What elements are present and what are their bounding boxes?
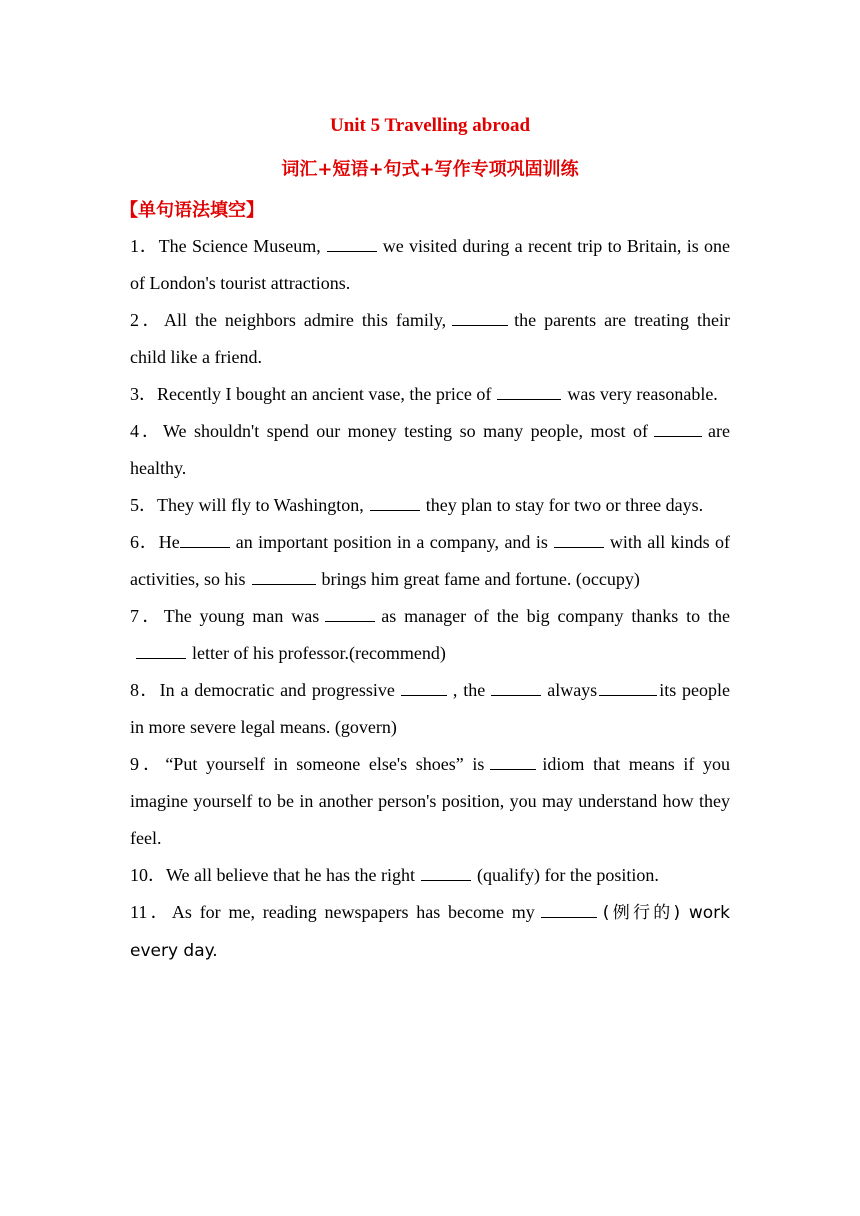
document-subtitle: 词汇+短语+句式+写作专项巩固训练: [281, 159, 579, 180]
question-8: 8．In a democratic and progressive , the always its people in more severe legal means. (govern): [130, 672, 730, 746]
document-title: Unit 5 Travelling abroad: [329, 115, 531, 136]
answer-blank[interactable]: [421, 862, 471, 881]
answer-blank[interactable]: [401, 677, 447, 696]
question-10: 10．We all believe that he has the right (qualify) for the position.: [130, 857, 730, 894]
question-11: 11．As for me, reading newspapers has become my (例行的) work every day.: [130, 894, 730, 970]
answer-blank[interactable]: [541, 899, 597, 918]
question-9: 9．“Put yourself in someone else's shoes” is idiom that means if you imagine yourself to be in another person's position, you may understand how they feel.: [130, 746, 730, 857]
document-page: [120, 112, 731, 970]
answer-blank[interactable]: [136, 640, 186, 659]
question-6: 6．He an important position in a company, and is with all kinds of activities, so his brings him great fame and fortune. (occupy): [130, 524, 730, 598]
answer-blank[interactable]: [490, 751, 536, 770]
question-2: 2．All the neighbors admire this family, the parents are treating their child like a friend.: [130, 302, 730, 376]
answer-blank[interactable]: [180, 529, 230, 548]
answer-blank[interactable]: [325, 603, 375, 622]
question-1: 1．The Science Museum, we visited during a recent trip to Britain, is one of London's tourist attractions.: [130, 228, 730, 302]
answer-blank[interactable]: [491, 677, 541, 696]
question-7: 7．The young man was as manager of the big company thanks to theletter of his professor.(recommend): [130, 598, 730, 672]
answer-blank[interactable]: [452, 307, 508, 326]
answer-blank[interactable]: [654, 418, 702, 437]
answer-blank[interactable]: [554, 529, 604, 548]
answer-blank[interactable]: [599, 677, 657, 696]
section-heading: 【单句语法填空】: [120, 200, 264, 221]
answer-blank[interactable]: [252, 566, 316, 585]
question-3: 3．Recently I bought an ancient vase, the price of was very reasonable.: [130, 376, 730, 413]
answer-blank[interactable]: [370, 492, 420, 511]
answer-blank[interactable]: [327, 233, 377, 252]
question-4: 4．We shouldn't spend our money testing so many people, most of are healthy.: [130, 413, 730, 487]
answer-blank[interactable]: [497, 381, 561, 400]
question-5: 5．They will fly to Washington, they plan to stay for two or three days.: [130, 487, 730, 524]
